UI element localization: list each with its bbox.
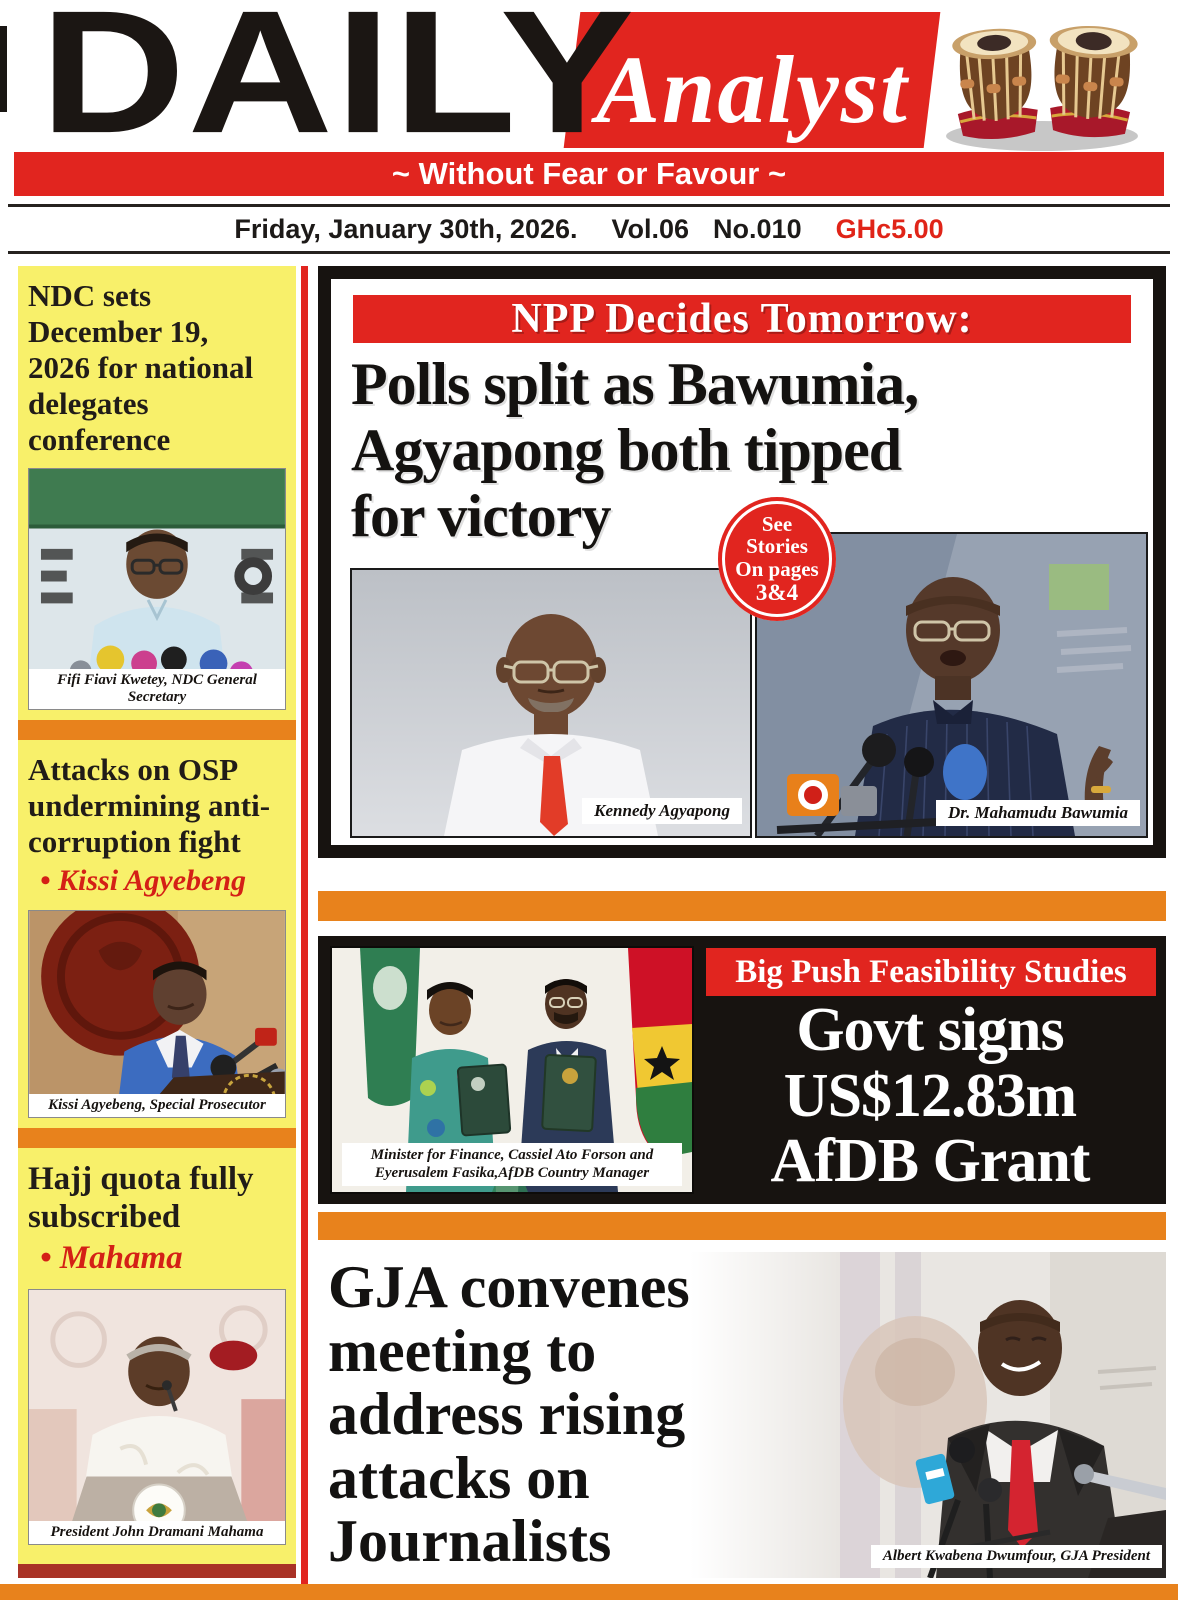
volume: Vol.06 xyxy=(611,213,690,244)
photo-caption: Minister for Finance, Cassiel Ato Forson and Eyerusalem Fasika,AfDB Country Manager xyxy=(342,1143,682,1187)
divider-rule xyxy=(8,251,1170,254)
photo-caption: President John Dramani Mahama xyxy=(29,1521,285,1544)
tagline-text: ~ Without Fear or Favour ~ xyxy=(391,156,787,191)
main-story-headline: Polls split as Bawumia, Agyapong both tipped for victory xyxy=(351,351,919,549)
section-divider xyxy=(18,720,296,740)
gja-headline: GJA convenes meeting to address rising attacks on Journalists xyxy=(328,1254,690,1575)
bottom-bar xyxy=(0,1584,1178,1600)
photo-mahama xyxy=(28,1289,286,1545)
gja-president-illustration xyxy=(690,1252,1166,1578)
story2-byline: • Kissi Agyebeng xyxy=(40,863,247,897)
left-column xyxy=(18,266,296,1564)
main-story-kicker: NPP Decides Tomorrow: xyxy=(353,295,1131,343)
story2-headline: Attacks on OSP undermining anti- corruption fight xyxy=(28,751,271,859)
section-divider xyxy=(18,1128,296,1148)
vertical-divider xyxy=(301,266,308,1584)
photo-caption: Kennedy Agyapong xyxy=(582,798,742,824)
story3-headline: Hajj quota fully subscribed xyxy=(28,1160,254,1235)
story3-byline: • Mahama xyxy=(40,1240,183,1277)
kennedy-agyapong-illustration xyxy=(352,570,750,836)
photo-caption: Albert Kwabena Dwumfour, GJA President xyxy=(871,1545,1162,1568)
cover-price: GHc5.00 xyxy=(835,213,944,244)
photo-kissi-agyebeng xyxy=(28,910,286,1118)
see-stories-badge: See Stories On pages 3&4 xyxy=(718,497,836,621)
issue-date: Friday, January 30th, 2026. xyxy=(234,213,578,244)
masthead-brand: Analyst xyxy=(596,36,909,143)
divider-rule xyxy=(8,204,1170,207)
photo-gja-president xyxy=(690,1252,1166,1578)
afdb-story xyxy=(318,936,1166,1204)
photo-caption: Kissi Agyebeng, Special Prosecutor xyxy=(29,1094,285,1117)
afdb-kicker: Big Push Feasibility Studies xyxy=(706,948,1156,996)
issue-number: No.010 xyxy=(713,213,802,244)
dateline xyxy=(0,208,1178,250)
photo-fifi-kwetey xyxy=(28,468,286,710)
section-divider xyxy=(318,1212,1166,1240)
mahama-illustration xyxy=(29,1290,285,1544)
left-column-footer-strip xyxy=(18,1564,296,1578)
photo-afdb-signing xyxy=(330,946,694,1194)
photo-caption: Dr. Mahamudu Bawumia xyxy=(936,800,1140,826)
afdb-headline: Govt signs US$12.83m AfDB Grant xyxy=(770,996,1090,1196)
kissi-agyebeng-illustration xyxy=(29,911,285,1117)
scan-edge-artifact xyxy=(0,26,7,112)
story1-headline: NDC sets December 19, 2026 for national delegates conference xyxy=(28,278,254,457)
masthead-title: DAILY xyxy=(40,0,637,170)
gja-story xyxy=(318,1252,1166,1578)
main-story xyxy=(318,266,1166,858)
tabla-drums-icon xyxy=(938,2,1146,154)
photo-caption: Fifi Fiavi Kwetey, NDC General Secretary xyxy=(29,669,285,709)
photo-kennedy-agyapong xyxy=(350,568,752,838)
section-divider xyxy=(318,891,1166,921)
